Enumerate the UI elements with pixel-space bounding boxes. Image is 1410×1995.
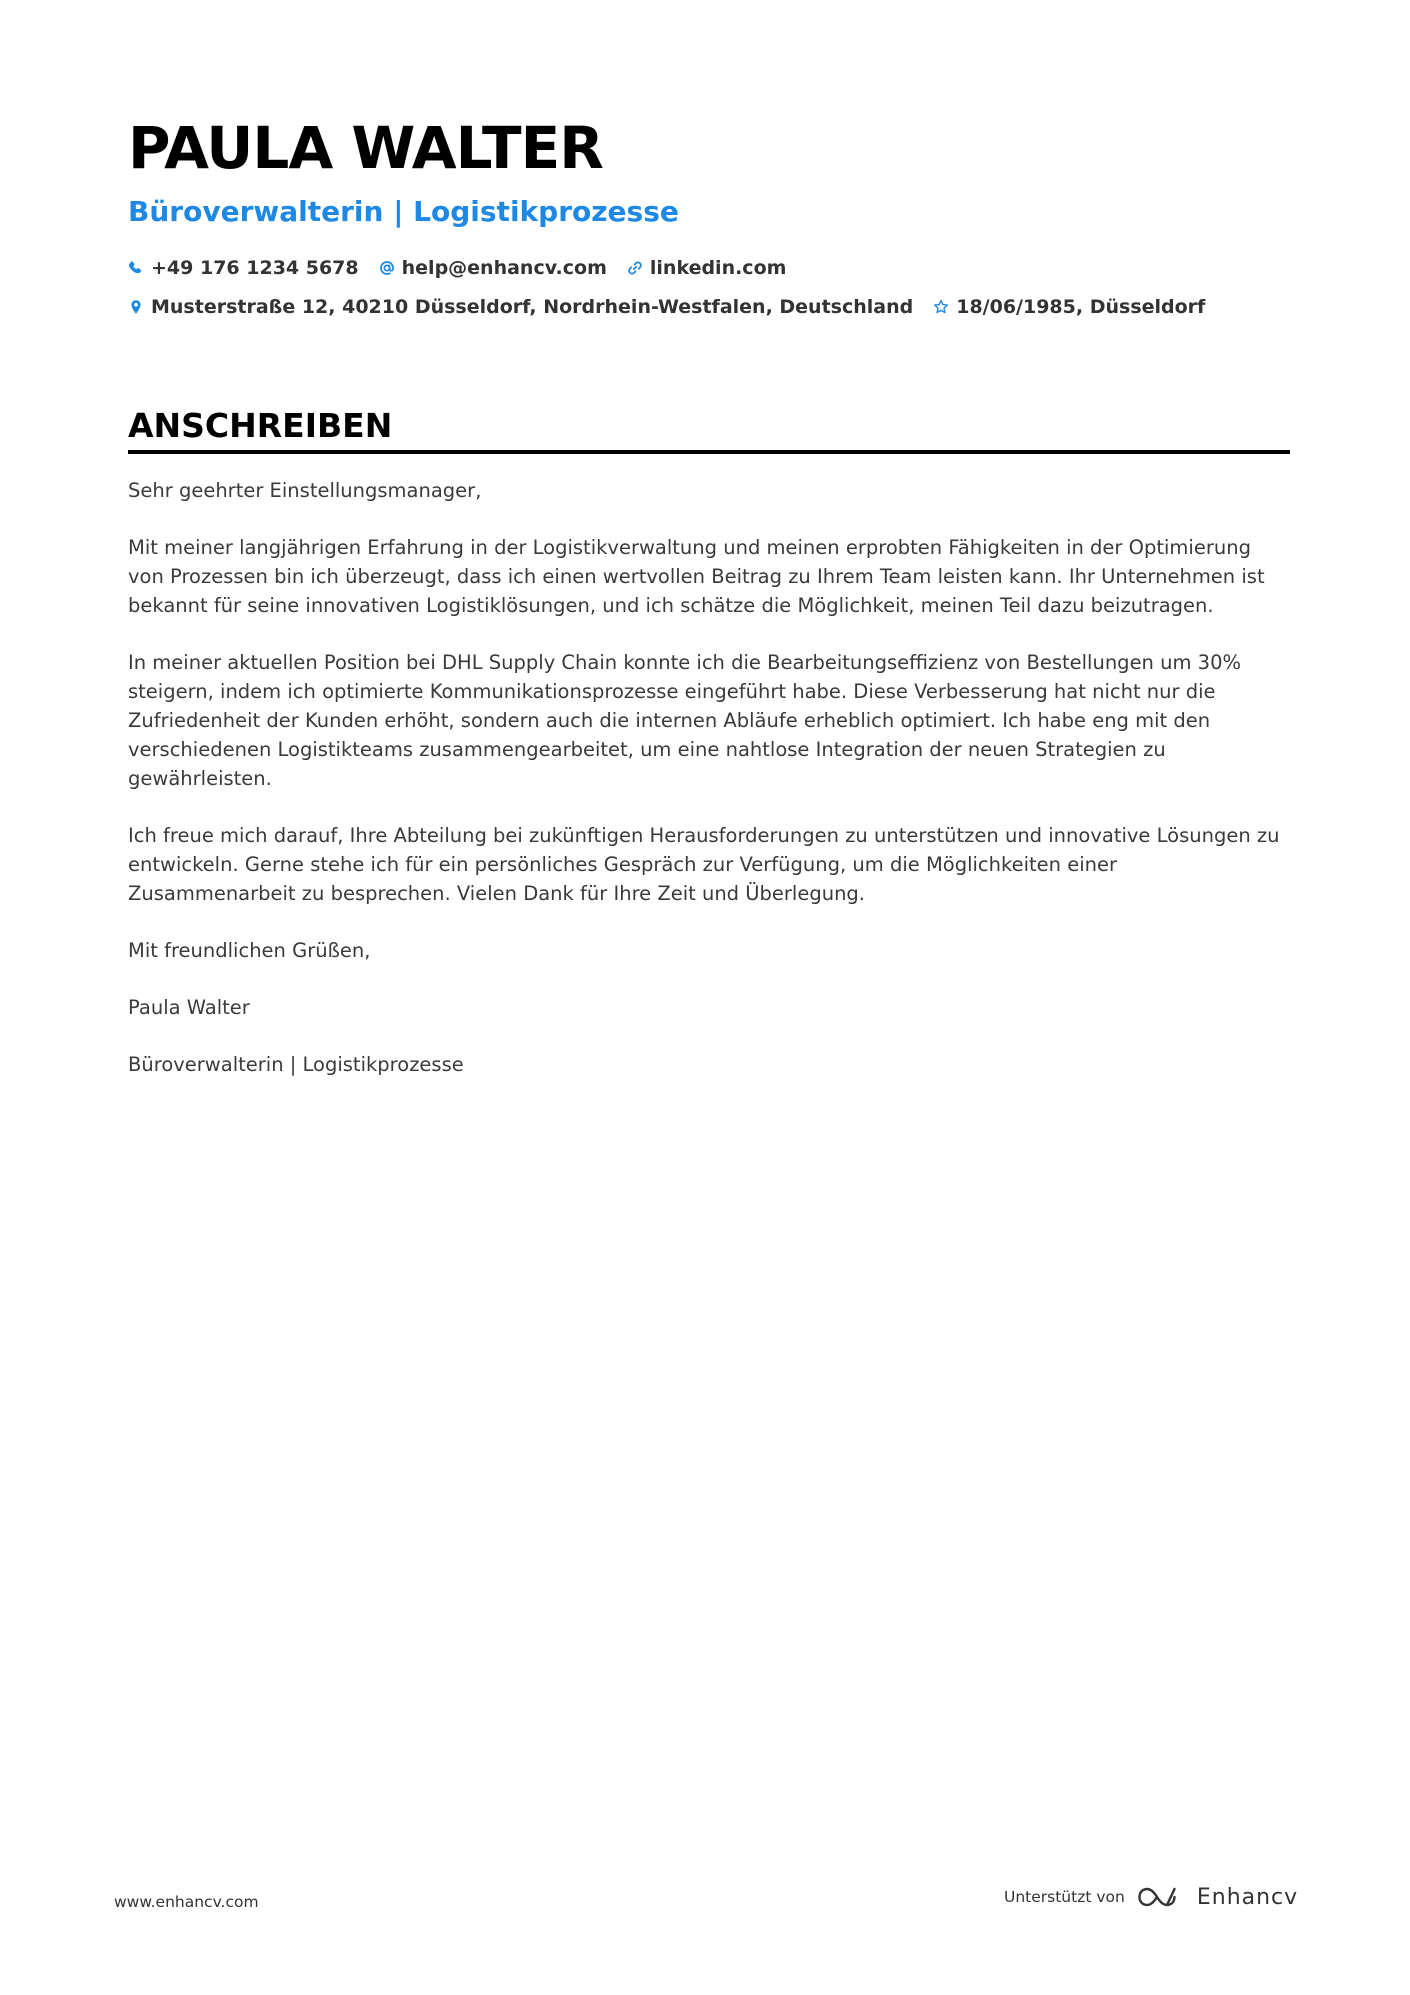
contact-phone	[128, 257, 359, 279]
enhancv-logo-icon	[1137, 1882, 1185, 1912]
footer-branding	[1004, 1880, 1298, 1914]
letter-paragraph-1: Mit meiner langjährigen Erfahrung in der Logistikverwaltung und meinen erprobten Fähigkeiten in der Optimierung von Prozessen bin ich überzeugt, dass ich einen wertvollen Beitrag zu Ihrem Team leisten kann. Ihr Unternehmen ist bekannt für seine innovativen Logistiklösungen, und ich schätze die Möglichkeit, meinen Teil dazu beizutragen.	[128, 536, 1265, 617]
location-pin-icon	[128, 299, 144, 315]
email-text: help@enhancv.com	[401, 257, 607, 279]
phone-icon	[128, 260, 144, 276]
cover-letter-section	[128, 404, 1290, 1107]
header	[128, 112, 1288, 321]
birth-text: 18/06/1985, Düsseldorf	[956, 296, 1206, 318]
letter-signature-title: Büroverwalterin | Logistikprozesse	[128, 1053, 464, 1076]
letter-paragraph-2: In meiner aktuellen Position bei DHL Supply Chain konnte ich die Bearbeitungseffizienz von Bestellungen um 30% steigern, indem ich optimierte Kommunikationsprozesse eingeführt habe. Diese Verbesserung hat nicht nur die Zufriedenheit der Kunden erhöht, sondern auch die internen Abläufe erheblich optimiert. Ich habe eng mit den verschiedenen Logistikteams zusammengearbeitet, um eine nahtlose Integration der neuen Strategien zu gewährleisten.	[128, 651, 1242, 790]
contact-row-secondary	[128, 293, 1288, 321]
letter-body	[128, 476, 1290, 1079]
linkedin-text: linkedin.com	[649, 257, 787, 279]
phone-text: +49 176 1234 5678	[151, 257, 359, 279]
contact-linkedin	[627, 257, 787, 279]
candidate-title: Büroverwalterin | Logistikprozesse	[128, 195, 679, 228]
star-icon	[933, 299, 949, 315]
letter-paragraph-3: Ich freue mich darauf, Ihre Abteilung bei zukünftigen Herausforderungen zu unterstützen und innovative Lösungen zu entwickeln. Gerne stehe ich für ein persönliches Gespräch zur Verfügung, um die Möglichkeiten einer Zusammenarbeit zu besprechen. Vielen Dank für Ihre Zeit und Überlegung.	[128, 824, 1280, 905]
letter-closing: Mit freundlichen Grüßen,	[128, 939, 371, 962]
contact-address	[128, 296, 913, 318]
section-title: ANSCHREIBEN	[128, 406, 393, 445]
candidate-name: PAULA WALTER	[128, 114, 603, 182]
footer-website[interactable]: www.enhancv.com	[114, 1893, 259, 1911]
letter-signature-name: Paula Walter	[128, 996, 250, 1019]
letter-salutation: Sehr geehrter Einstellungsmanager,	[128, 479, 482, 502]
contact-email	[379, 257, 607, 279]
link-icon	[627, 260, 643, 276]
powered-by-text: Unterstützt von	[1004, 1888, 1125, 1906]
contact-row-primary	[128, 254, 1288, 282]
section-divider	[128, 450, 1290, 454]
at-icon	[379, 260, 395, 276]
address-text: Musterstraße 12, 40210 Düsseldorf, Nordrhein-Westfalen, Deutschland	[151, 296, 914, 318]
contact-birth	[933, 296, 1205, 318]
brand-name: Enhancv	[1196, 1884, 1299, 1910]
